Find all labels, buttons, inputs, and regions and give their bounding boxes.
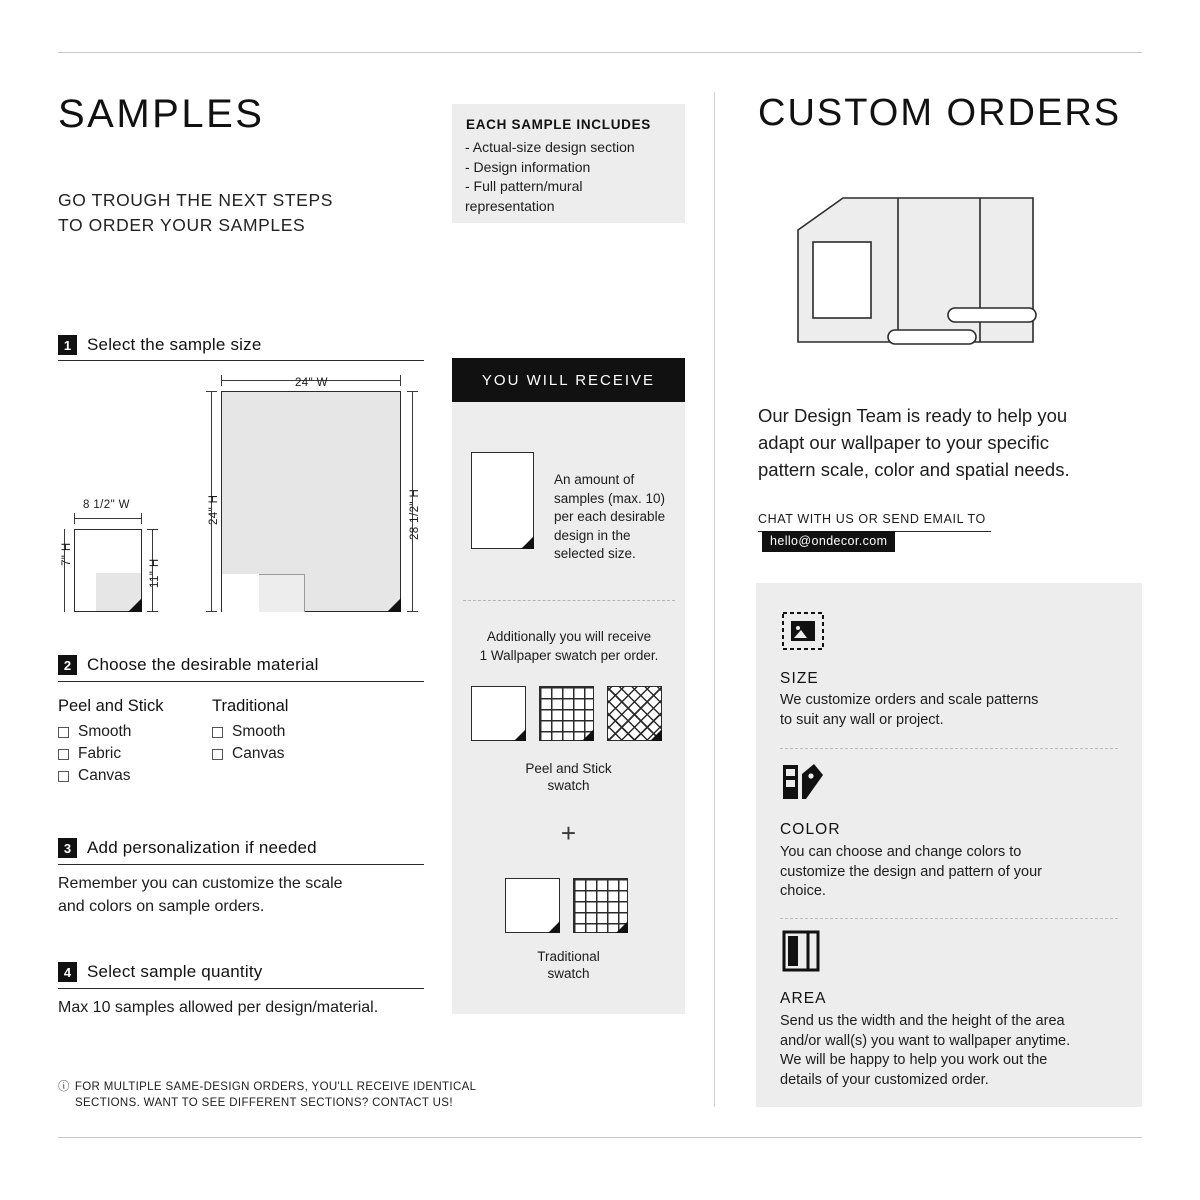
step-1-header — [58, 335, 261, 355]
step-2-number: 2 — [58, 655, 77, 675]
small-width-label: 8 1/2" W — [83, 499, 130, 511]
dim-tick — [141, 513, 142, 524]
feature-size-title: SIZE — [780, 670, 819, 687]
checkbox-label: Smooth — [78, 723, 132, 740]
checkbox-icon[interactable] — [212, 749, 223, 760]
step-4-underline — [58, 988, 424, 989]
peel-and-stick-swatch-label — [452, 760, 685, 794]
sample-amount-text — [554, 471, 682, 564]
feature-area-line2: and/or wall(s) you want to wallpaper anytime. — [780, 1032, 1071, 1049]
step-3-label: Add personalization if needed — [87, 838, 317, 857]
top-divider — [58, 52, 1142, 53]
custom-orders-heading: CUSTOM ORDERS — [758, 92, 1122, 134]
traditional-swatch-label-line1: Traditional — [537, 949, 600, 964]
step-3-header — [58, 838, 317, 858]
list-item: - Design information — [465, 158, 591, 175]
dim-tick — [407, 611, 418, 612]
custom-orders-body — [758, 402, 1098, 483]
each-sample-includes-list — [465, 138, 675, 216]
step-4-header — [58, 962, 262, 982]
checkbox-icon[interactable] — [58, 771, 69, 782]
sample-amount-line4: design in the — [554, 527, 631, 543]
feature-area-text — [780, 1012, 1100, 1090]
step-3-text-line1: Remember you can customize the scale — [58, 875, 343, 892]
small-sample-corner — [128, 598, 142, 612]
area-panels-icon — [782, 930, 822, 972]
feature-area-line4: details of your customized order. — [780, 1071, 989, 1088]
peel-swatch-label-line2: swatch — [547, 778, 590, 793]
step-3-text-line2: and colors on sample orders. — [58, 898, 265, 915]
checkbox-icon[interactable] — [58, 727, 69, 738]
dim-tick — [221, 375, 222, 386]
dim-tick — [147, 611, 158, 612]
step-2-label: Choose the desirable material — [87, 655, 319, 674]
dim-tick — [400, 375, 401, 386]
color-palette-icon — [781, 762, 825, 802]
material-group-peel-title: Peel and Stick — [58, 697, 164, 715]
checkbox-icon[interactable] — [58, 749, 69, 760]
dim-line — [74, 518, 142, 519]
swatch-note-line2: 1 Wallpaper swatch per order. — [479, 647, 659, 663]
dim-tick — [206, 611, 217, 612]
footnote-line1: FOR MULTIPLE SAME-DESIGN ORDERS, YOU'LL RECEIVE IDENTICAL — [74, 1081, 477, 1093]
feature-area-line1: Send us the width and the height of the area — [780, 1013, 1065, 1029]
dim-tick — [206, 391, 217, 392]
small-height-right-label: 11" H — [149, 558, 161, 588]
feature-separator — [780, 748, 1118, 749]
big-sample-white-area — [222, 574, 259, 612]
big-height-left-label: 24" H — [208, 494, 220, 525]
dim-tick — [407, 391, 418, 392]
feature-color-line3: choice. — [780, 883, 826, 899]
image-frame-icon — [780, 610, 826, 652]
feature-color-line2: customize the design and pattern of your — [780, 863, 1042, 880]
samples-subtitle — [58, 188, 333, 238]
feature-area-line3: We will be happy to help you work out the — [780, 1052, 1048, 1068]
samples-subtitle-line1: GO TROUGH THE NEXT STEPS — [58, 190, 334, 210]
list-item: - Full pattern/mural — [465, 178, 583, 194]
sample-amount-line5: selected size. — [554, 546, 636, 561]
footnote — [58, 1080, 578, 1111]
step-3-text — [58, 872, 438, 918]
feature-color-title: COLOR — [780, 821, 841, 838]
feature-area-title: AREA — [780, 990, 827, 1007]
big-sample-corner — [387, 598, 401, 612]
sample-preview-rect — [471, 452, 534, 549]
sample-amount-line1: An amount of — [554, 472, 635, 487]
step-1-underline — [58, 360, 424, 361]
small-height-left-label: 7" H — [61, 542, 73, 566]
step-1-label: Select the sample size — [87, 335, 262, 354]
checkbox-peel-canvas[interactable] — [58, 767, 131, 785]
panel-separator — [463, 600, 675, 601]
big-sample-section — [259, 574, 305, 612]
step-4-number: 4 — [58, 962, 77, 982]
swatch-note — [463, 628, 675, 665]
checkbox-label: Smooth — [232, 723, 286, 740]
step-3-underline — [58, 864, 424, 865]
custom-body-line3: pattern scale, color and spatial needs. — [758, 459, 1070, 480]
chat-with-us-label: CHAT WITH US OR SEND EMAIL TO — [758, 512, 986, 526]
dim-tick — [147, 529, 158, 530]
step-3-number: 3 — [58, 838, 77, 858]
peel-swatch-label-line1: Peel and Stick — [525, 761, 612, 776]
swatch-corner — [582, 729, 594, 741]
sample-amount-line3: per each desirable — [554, 509, 666, 524]
house-interior-illustration — [758, 190, 1058, 370]
step-2-underline — [58, 681, 424, 682]
bottom-divider — [58, 1137, 1142, 1138]
step-4-label: Select sample quantity — [87, 962, 263, 981]
list-item: representation — [465, 197, 555, 214]
each-sample-includes-title: EACH SAMPLE INCLUDES — [466, 117, 652, 132]
checkbox-label: Fabric — [78, 745, 122, 762]
swatch-note-line1: Additionally you will receive — [486, 629, 652, 644]
checkbox-peel-fabric[interactable] — [58, 745, 121, 763]
checkbox-traditional-canvas[interactable] — [212, 745, 285, 763]
swatch-corner — [548, 921, 560, 933]
samples-subtitle-line2: TO ORDER YOUR SAMPLES — [58, 215, 306, 235]
custom-body-line2: adapt our wallpaper to your specific — [758, 432, 1050, 453]
you-will-receive-header: YOU WILL RECEIVE — [452, 358, 685, 402]
traditional-swatch-label-line2: swatch — [547, 966, 590, 981]
sample-preview-corner — [521, 536, 534, 549]
sample-amount-line2: samples (max. 10) — [554, 490, 666, 506]
feature-color-line1: You can choose and change colors to — [780, 844, 1022, 860]
feature-separator — [780, 918, 1118, 919]
dim-tick — [74, 513, 75, 524]
big-height-right-label: 28 1/2" H — [409, 488, 421, 540]
list-item: - Actual-size design section — [465, 139, 635, 155]
checkbox-label: Canvas — [78, 767, 131, 784]
checkbox-label: Canvas — [232, 745, 285, 762]
vertical-divider — [714, 92, 715, 1107]
email-chip[interactable]: hello@ondecor.com — [762, 531, 895, 552]
info-icon: ⓘ — [58, 1081, 70, 1093]
checkbox-traditional-smooth[interactable] — [212, 723, 285, 741]
checkbox-peel-smooth[interactable] — [58, 723, 131, 741]
big-width-label: 24" W — [295, 377, 328, 389]
feature-size-text — [780, 691, 1100, 730]
footnote-line2: SECTIONS. WANT TO SEE DIFFERENT SECTIONS? CONTACT US! — [75, 1096, 453, 1109]
swatch-corner — [650, 729, 662, 741]
swatch-corner — [514, 729, 526, 741]
samples-heading: SAMPLES — [58, 92, 265, 136]
step-2-header — [58, 655, 319, 675]
custom-body-line1: Our Design Team is ready to help you — [758, 405, 1068, 426]
feature-size-line2: to suit any wall or project. — [780, 711, 944, 728]
feature-color-text — [780, 843, 1100, 902]
plus-icon: + — [560, 818, 577, 848]
step-1-number: 1 — [58, 335, 77, 355]
traditional-swatch-label — [452, 948, 685, 982]
swatch-corner — [616, 921, 628, 933]
feature-size-line1: We customize orders and scale patterns — [780, 692, 1039, 708]
checkbox-icon[interactable] — [212, 727, 223, 738]
material-group-traditional-title: Traditional — [212, 697, 289, 715]
step-4-text: Max 10 samples allowed per design/material. — [58, 999, 379, 1016]
